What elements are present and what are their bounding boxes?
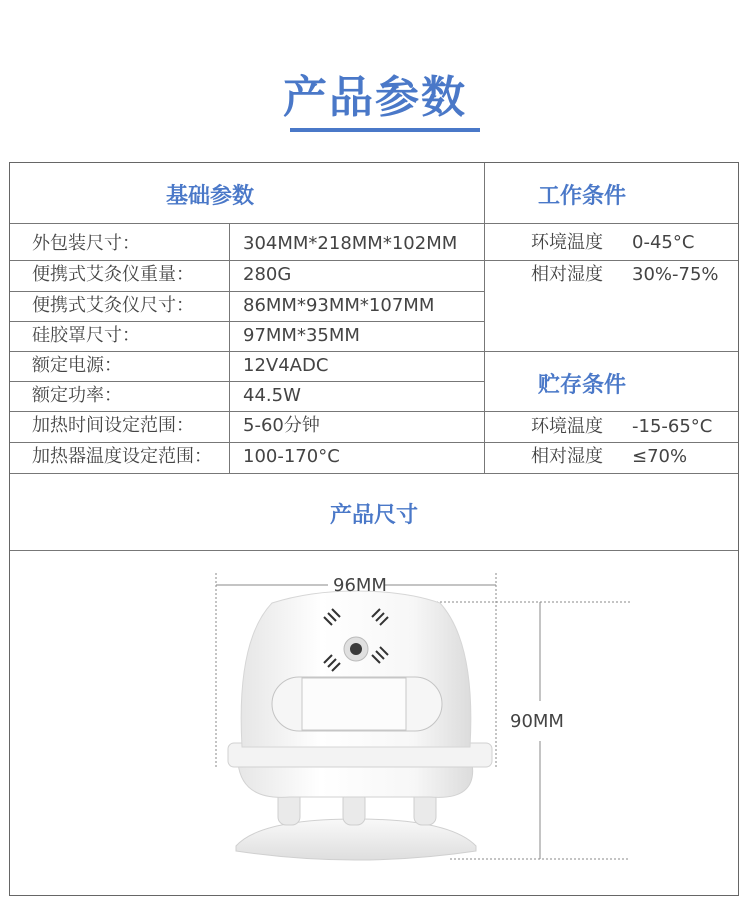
basic-label: 额定电源：	[32, 355, 122, 376]
basic-label: 加热器温度设定范围：	[32, 446, 212, 467]
divider-row	[10, 473, 738, 474]
page-title-wrap	[0, 70, 750, 126]
storage-label: 环境温度	[531, 416, 603, 437]
work-value: 30%-75%	[632, 264, 719, 285]
basic-value: 100-170°C	[243, 446, 340, 467]
basic-value: 12V4ADC	[243, 355, 329, 376]
product-illustration	[10, 551, 738, 896]
divider-head	[10, 223, 738, 224]
basic-label: 便携式艾灸仪尺寸：	[32, 295, 194, 316]
product-diagram	[10, 551, 738, 896]
storage-value: -15-65°C	[632, 416, 713, 437]
basic-label: 便携式艾灸仪重量：	[32, 264, 194, 285]
basic-value: 86MM*93MM*107MM	[243, 295, 435, 316]
spec-table	[9, 162, 739, 896]
basic-value: 280G	[243, 264, 292, 285]
basic-value: 5-60分钟	[243, 415, 320, 436]
dimension-width-label: 96MM	[333, 575, 387, 596]
basic-label: 加热时间设定范围：	[32, 415, 194, 436]
basic-value: 44.5W	[243, 385, 301, 406]
basic-label: 外包装尺寸：	[32, 233, 140, 254]
work-label: 相对湿度	[531, 264, 603, 285]
title-underline	[290, 128, 480, 132]
basic-value: 97MM*35MM	[243, 325, 360, 346]
basic-label: 额定功率：	[32, 385, 122, 406]
section-size: 产品尺寸	[329, 503, 418, 528]
section-work: 工作条件	[537, 184, 626, 209]
storage-label: 相对湿度	[531, 446, 603, 467]
work-value: 0-45°C	[632, 232, 695, 253]
section-basic: 基础参数	[165, 184, 254, 209]
storage-value: ≤70%	[632, 446, 688, 467]
basic-label: 硅胶罩尺寸：	[32, 325, 140, 346]
work-label: 环境温度	[531, 232, 603, 253]
section-storage: 贮存条件	[537, 373, 626, 398]
dimension-height-label: 90MM	[510, 711, 564, 732]
page-title: 产品参数	[283, 72, 467, 123]
basic-value: 304MM*218MM*102MM	[243, 233, 458, 254]
